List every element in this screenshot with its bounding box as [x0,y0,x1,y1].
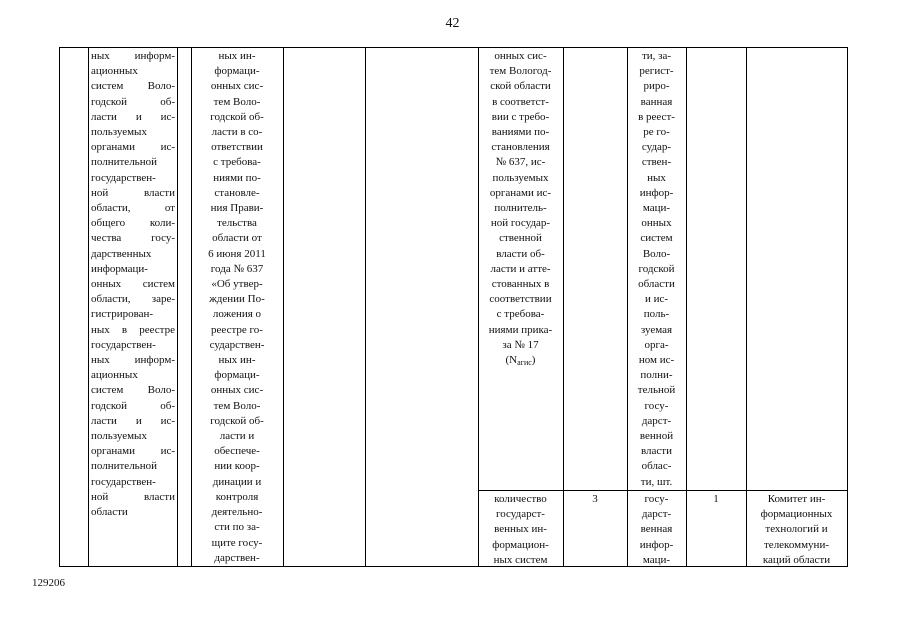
column-line [847,47,848,567]
text-line: № 637, ис- [495,156,546,169]
text-line: нии коор- [214,460,260,473]
column-line [88,47,89,567]
column-line [59,47,60,567]
text-line: деятельно- [211,506,263,519]
text-line: формаци- [214,65,260,78]
text-line: ласти и атте- [490,262,551,275]
text-line: формаци- [214,369,260,382]
text-line: годской [638,262,675,275]
text-line: онных сис- [210,384,264,397]
text-line: телекоммуни- [764,538,829,551]
text-line: Воло- [642,247,671,260]
text-line: ационных [91,369,138,382]
text-line: тем Воло- [213,399,261,412]
variable-description-cell [479,492,562,568]
text-line: онных сис- [210,80,264,93]
text-line: ной государ- [490,217,551,230]
row-divider [478,490,847,491]
text-line: гистрирован- [91,308,154,321]
text-line: орга- [644,338,669,351]
text-line: ской области [490,80,551,93]
text-line: становле- [214,186,260,199]
text-line: дарственных [91,247,152,260]
text-line: риро- [643,80,670,93]
text-line: пользуемых [91,126,147,139]
text-line: маци- [642,553,671,566]
text-line: 6 июня 2011 [208,247,266,260]
text-line: тем Воло- [213,95,261,108]
text-line: венная [640,523,673,536]
column-line [686,47,687,567]
text-line: систем [640,232,673,245]
text-line: власти об- [496,247,545,260]
text-line: обеспече- [214,445,260,458]
indicator-description-cell [91,49,175,520]
text-line: за № 17 [502,338,539,351]
text-line: тельной [637,384,676,397]
text-line: ложения о [212,308,262,321]
text-line: тельства [217,217,257,230]
text-line: венной [639,430,674,443]
text-line: стованных в [491,278,550,291]
text-line: поль- [643,308,670,321]
column-line [563,47,564,567]
text-line: ниями прика- [488,323,553,336]
page-number: 42 [445,16,460,31]
text-line: ласти и [219,430,255,443]
text-line: годской об- [210,414,264,427]
text-line: ласти в со- [211,126,263,139]
text-line: ласти и ис- [91,110,175,123]
text-line: маци- [642,202,671,215]
responsible-body-cell [747,492,846,568]
text-line: сти по за- [214,521,260,534]
text-line: ти, за- [641,50,672,62]
text-line: госу- [644,493,669,505]
text-line: онных систем [91,278,175,291]
text-line: динации и [212,475,262,488]
formula-description-cell [479,49,562,370]
text-line: ванная [640,95,673,108]
unit-description-cell [628,49,685,490]
text-line: ных [647,171,666,184]
text-line: с требова- [496,308,545,321]
text-line: формацион- [492,538,549,551]
text-line: ственной [499,232,542,245]
text-line: тем Вологод- [489,65,552,78]
text-line: области, заре- [91,293,175,306]
text-line: чества госу- [91,232,175,245]
row-number-value: 3 [592,493,598,505]
text-line: ном ис- [638,354,675,367]
text-line: в реест- [638,110,675,123]
text-line: технологий и [765,523,828,536]
column-line [746,47,747,567]
text-line: регист- [639,65,674,78]
text-line: общего коли- [91,217,175,230]
text-line: государствен- [91,171,156,184]
text-line: ти, шт. [640,475,673,488]
document-code: 129206 [32,577,65,589]
text-line: контроля [215,490,259,503]
column-line [365,47,366,567]
text-line: систем Воло- [91,80,175,93]
text-line: ационных [91,65,138,78]
text-line: информаци- [91,262,148,275]
text-line: ре го- [643,126,670,139]
text-line: ваниями по- [491,126,550,139]
text-line: ной власти [91,186,175,199]
text-line: ных информ- [91,50,175,62]
text-line: щите госу- [211,536,263,549]
text-line: Комитет ин- [767,493,826,505]
text-line: онных [641,217,672,230]
regulatory-basis-cell [192,49,282,566]
text-line: инфор- [639,186,674,199]
text-line: госу- [644,399,669,412]
text-line: в соответст- [492,95,549,108]
text-line: органами ис- [91,445,175,458]
text-line: полнитель- [494,202,547,215]
text-line: пользуемых [91,430,147,443]
text-line: области [91,506,128,519]
text-line: ных систем [493,553,548,566]
text-line: пользуемых [492,171,549,184]
text-line: ных ин- [218,50,256,62]
text-line: инфор- [639,538,674,551]
text-line: онных сис- [494,50,547,62]
text-line: реестре го- [211,323,263,336]
text-line: ждении По- [209,293,265,306]
text-line: соответствии [489,293,552,306]
text-line: зуемая [640,323,673,336]
text-line: ных в реестре [91,323,175,336]
text-line: вии с требо- [491,110,550,123]
text-line: власти [641,445,672,458]
text-line: полнительной [91,460,157,473]
text-line: государствен- [91,338,156,351]
text-line: области от [212,232,262,245]
text-line: полнительной [91,156,157,169]
text-line: ствен- [641,156,672,169]
text-line: области [638,278,675,291]
text-line: ных информ- [91,354,175,367]
text-line: органами ис- [91,141,175,154]
text-line: ответствии [211,141,263,154]
text-line: ных ин- [218,354,256,367]
text-line: дарствен- [214,551,260,564]
text-line: «Об утвер- [211,278,263,291]
text-line: ниями по- [213,171,261,184]
text-line: государствен- [91,475,156,488]
text-line: дарст- [641,414,672,427]
text-line: годской об- [91,399,175,412]
text-line: ной власти [91,490,175,503]
text-line: формационных [760,508,833,521]
text-line: года № 637 [210,262,264,275]
variable-symbol: $(N_{агис})$ [505,354,536,368]
text-line: дарст- [641,508,672,521]
text-line: сударствен- [209,338,265,351]
text-line: систем Воло- [91,384,175,397]
unit-lower-cell [628,492,685,568]
text-line: венных ин- [494,523,547,536]
text-line: ласти и ис- [91,414,175,427]
text-line: органами ис- [489,186,552,199]
text-line: судар- [641,141,672,154]
text-line: облас- [641,460,672,473]
text-line: количество [494,493,547,505]
column-line [283,47,284,567]
frequency-value: 1 [713,493,719,505]
text-line: каций области [762,553,831,566]
text-line: области, от [91,202,175,215]
text-line: и ис- [644,293,669,306]
text-line: государст- [496,508,545,521]
text-line: годской об- [210,110,264,123]
text-line: годской об- [91,95,175,108]
text-line: становления [491,141,550,154]
text-line: ния Прави- [210,202,264,215]
text-line: полни- [640,369,673,382]
column-line [177,47,178,567]
text-line: с требова- [213,156,261,169]
